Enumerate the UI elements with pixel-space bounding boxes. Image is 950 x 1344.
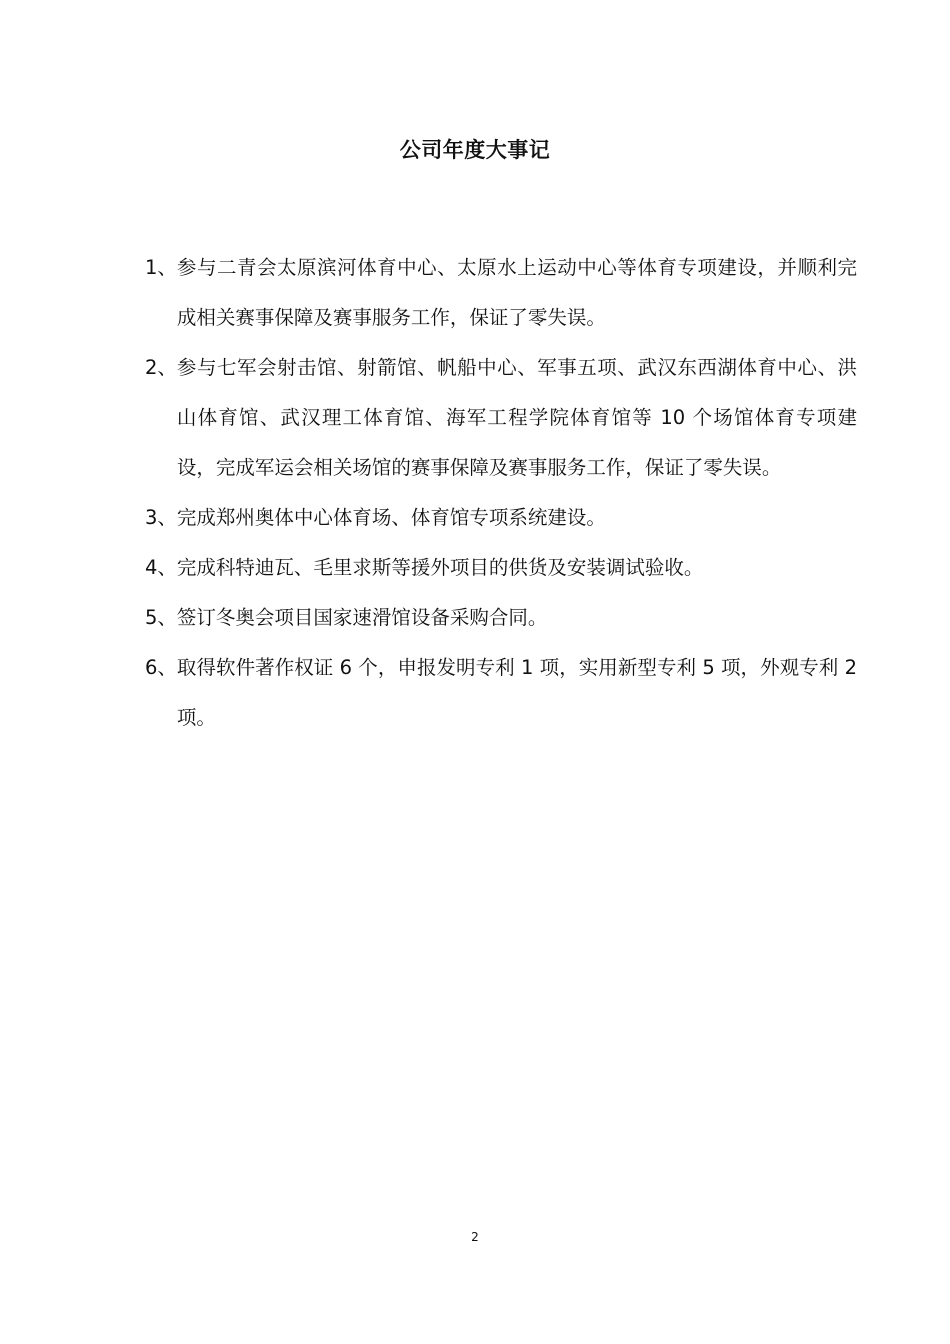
page-title: 公司年度大事记 [399,138,551,162]
list-item [145,243,857,343]
list-item-number: 4、 [145,556,177,579]
list-item [145,543,857,593]
list-item [145,643,857,743]
list-item-number: 6、 [145,656,177,679]
list-item-text: 参与七军会射击馆、射箭馆、帆船中心、军事五项、武汉东西湖体育中心、洪山体育馆、武汉理工体育馆、海军工程学院体育馆等 10 个场馆体育专项建设，完成军运会相关场馆的赛事保障及赛事服务工作，保证了零失误。 [176,356,857,479]
list-item-number: 2、 [145,356,177,379]
list-item-text: 取得软件著作权证 6 个，申报发明专利 1 项，实用新型专利 5 项，外观专利 2 项。 [176,656,857,729]
list-item-text: 签订冬奥会项目国家速滑馆设备采购合同。 [176,606,548,629]
list-item-text: 完成郑州奥体中心体育场、体育馆专项系统建设。 [176,506,606,529]
list-item [145,343,857,493]
list-item-number: 3、 [145,506,177,529]
list-item-number: 5、 [145,606,177,629]
list-item [145,493,857,543]
page-number: 2 [471,1230,479,1244]
event-list [145,243,857,743]
list-item-number: 1、 [145,256,177,279]
list-item-text: 完成科特迪瓦、毛里求斯等援外项目的供货及安装调试验收。 [176,556,704,579]
list-item-text: 参与二青会太原滨河体育中心、太原水上运动中心等体育专项建设，并顺利完成相关赛事保障及赛事服务工作，保证了零失误。 [176,256,857,329]
list-item [145,593,857,643]
